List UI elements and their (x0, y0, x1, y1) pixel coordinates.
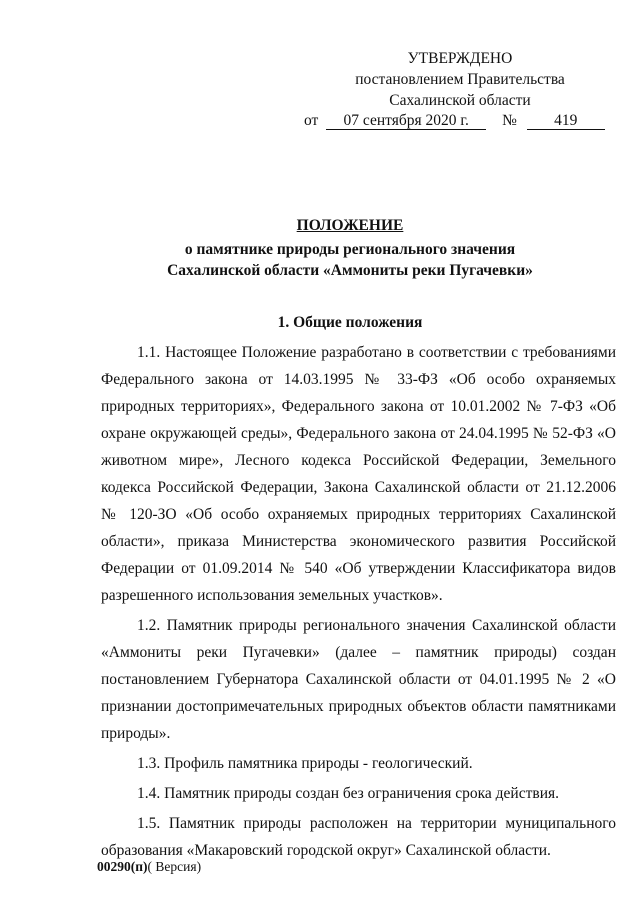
paragraph-1-1: 1.1. Настоящее Положение разработано в соответствии с требованиями Федерального закона от 14.03.1995 № 33-ФЗ «Об особо охраняемых природных территориях», Федерального закона от 10.01.2002 № 7-ФЗ «Об охране окружающей среды», Федерального закона от 24.04.1995 № 52-ФЗ «О животном мире», Лесного кодекса Российской Федерации, Земельного кодекса Российской Федерации, Закона Сахалинской области от 21.12.2006 № 120-ЗО «Об особо охраняемых природных территориях Сахалинской области», приказа Министерства экономического развития Российской Федерации от 01.09.2014 № 540 «Об утверждении Классификатора видов разрешенного использования земельных участков». (101, 344, 616, 604)
approval-region: Сахалинской области (389, 92, 531, 109)
approval-decree: постановлением Правительства (355, 71, 565, 88)
paragraph-1-3: 1.3. Профиль памятника природы - геологический. (137, 755, 473, 772)
section-body (101, 339, 616, 864)
document-title-line2: о памятнике природы регионального значения (184, 241, 516, 258)
decree-date: 07 сентября 2020 г. (326, 112, 486, 130)
paragraph-1-5: 1.5. Памятник природы расположен на территории муниципального образования «Макаровский городской округ» Сахалинской области. (101, 815, 616, 859)
decree-number: 419 (527, 112, 605, 130)
decree-number-label: № (502, 112, 517, 129)
paragraph-1-2: 1.2. Памятник природы регионального значения Сахалинской области «Аммониты реки Пугачевки» (далее – памятник природы) создан постановлением Губернатора Сахалинской области от 04.01.1995 № 2 «О признании достопримечательных природных объектов области памятниками природы». (101, 617, 616, 742)
approval-block (290, 48, 620, 111)
section-heading: 1. Общие положения (277, 314, 423, 331)
decree-date-line (304, 110, 624, 131)
document-code: 00290(п) (97, 859, 148, 874)
document-version: ( Версия) (147, 859, 202, 874)
approval-stamp: УТВЕРЖДЕНО (407, 50, 513, 67)
date-from-label: от (304, 112, 319, 129)
document-footer (97, 858, 201, 876)
document-title-main: ПОЛОЖЕНИЕ (296, 217, 404, 234)
paragraph-1-4: 1.4. Памятник природы создан без ограничения срока действия. (137, 785, 559, 802)
document-title-line3: Сахалинской области «Аммониты реки Пугачевки» (167, 262, 533, 279)
document-title (60, 215, 640, 281)
